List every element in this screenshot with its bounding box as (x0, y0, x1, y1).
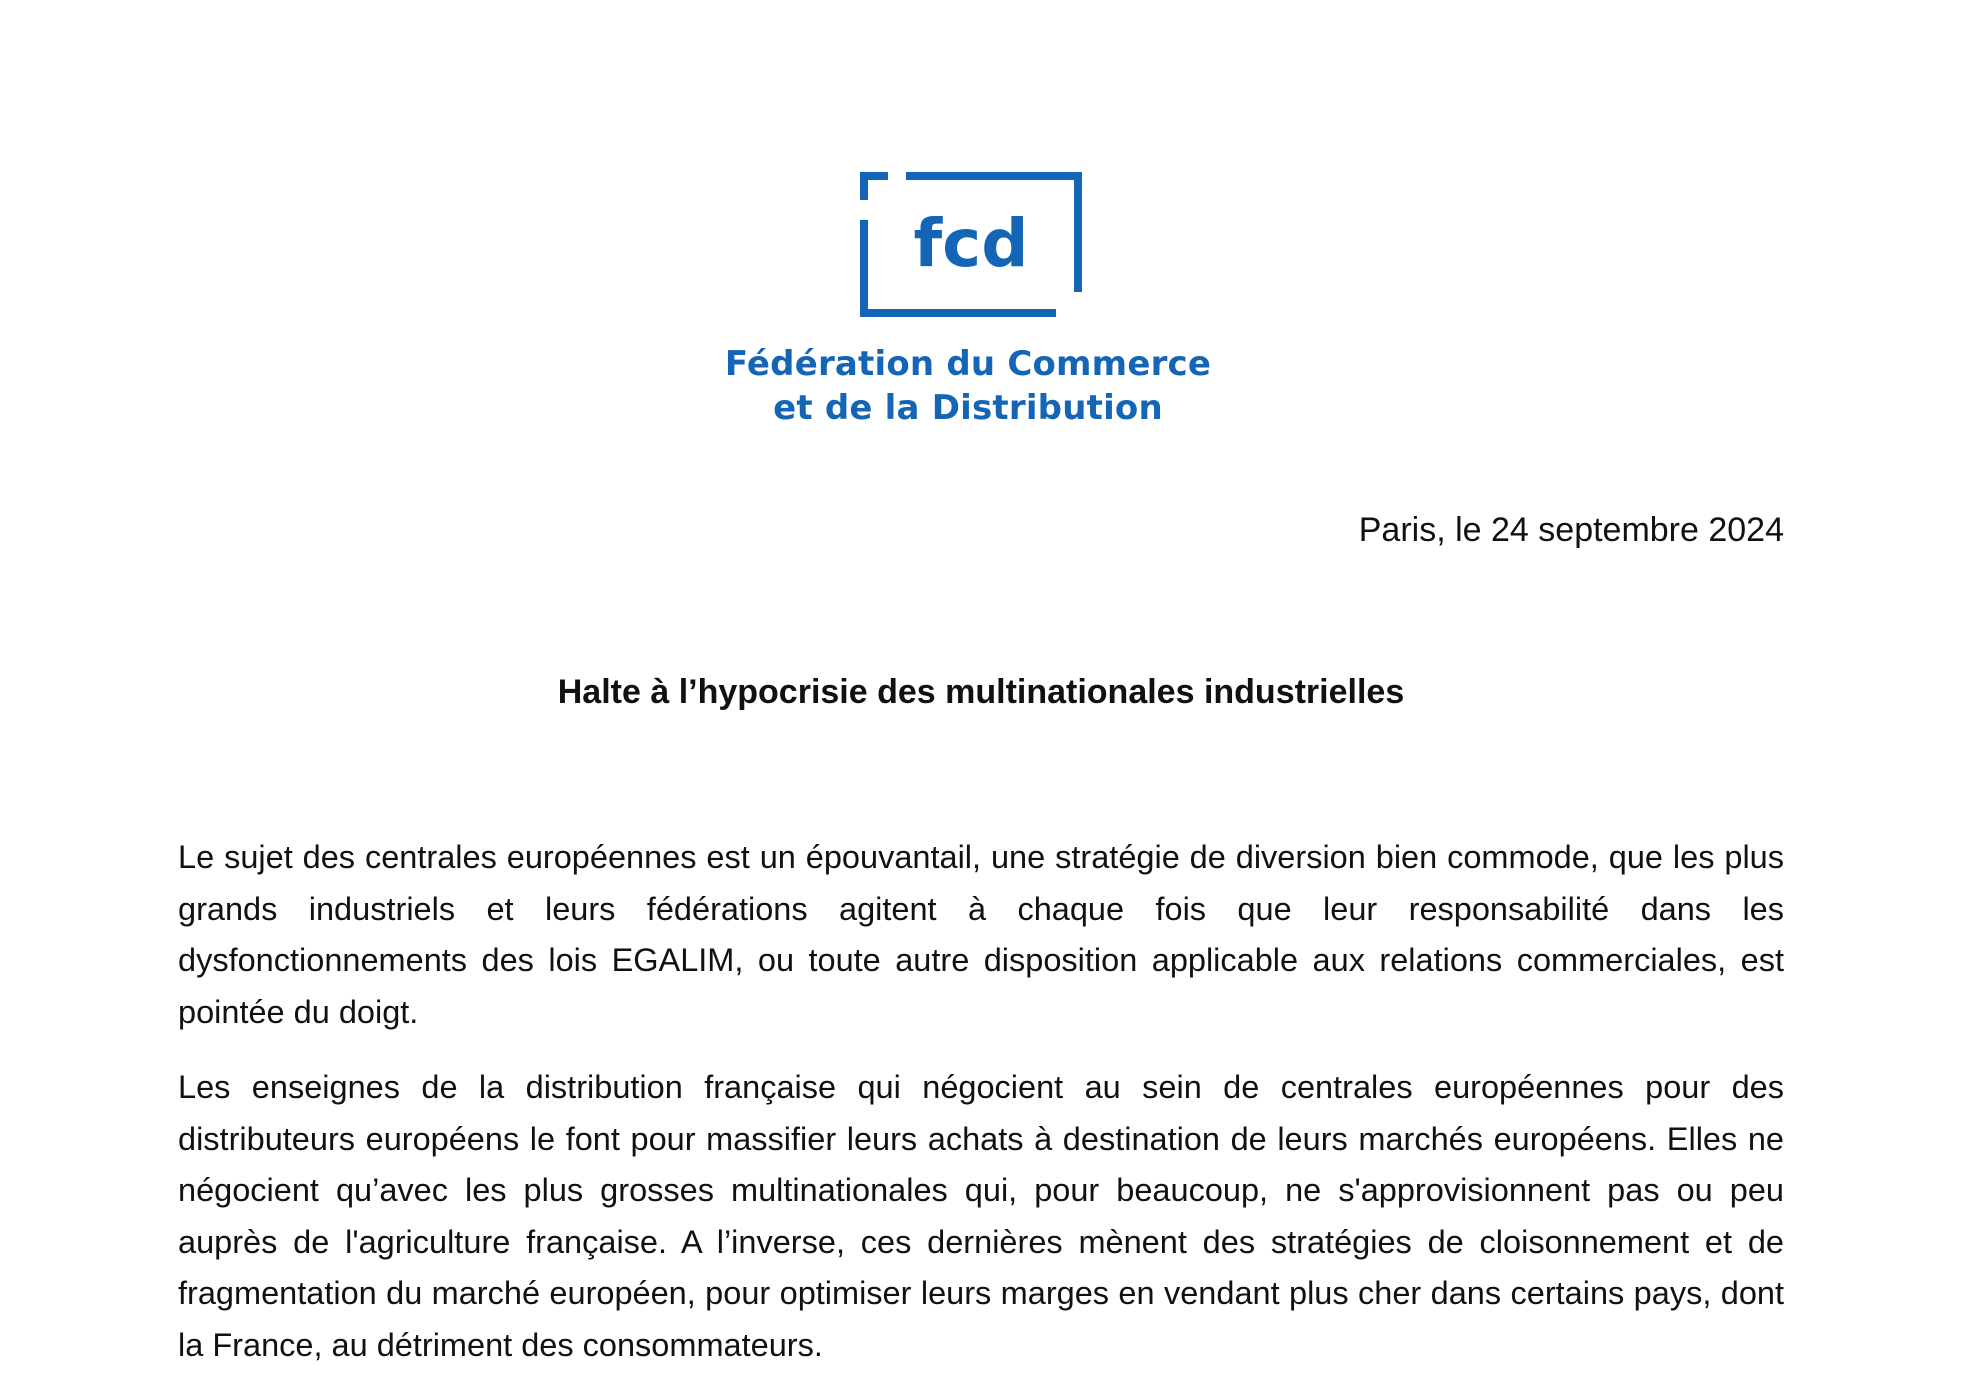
organization-name (600, 342, 1336, 430)
organization-name-line2: et de la Distribution (773, 388, 1163, 428)
document-body (178, 832, 1784, 1395)
fcd-logo-mark (860, 172, 1082, 317)
document-title: Halte à l’hypocrisie des multinationales industrielles (557, 673, 1405, 711)
fcd-logo-frame-icon (860, 172, 1082, 317)
paragraph-2: Les enseignes de la distribution française qui négocient au sein de centrales européennes pour des distributeurs européens le font pour massifier leurs achats à destination de leurs marchés européens. Elles ne négocient qu’avec les plus grosses multinationales qui, pour beaucoup, ne s'approvisionnent pas ou peu auprès de l'agriculture française. A l’inverse, ces dernières mènent des stratégies de cloisonnement et de fragmentation du marché européen, pour optimiser leurs marges en vendant plus cher dans certains pays, dont la France, au détriment des consommateurs. (178, 1069, 1784, 1363)
organization-name-line1: Fédération du Commerce (724, 344, 1212, 384)
document-date: Paris, le 24 septembre 2024 (1358, 511, 1784, 549)
fcd-logo-letters: fcd (913, 205, 1029, 282)
paragraph-1: Le sujet des centrales européennes est un épouvantail, une stratégie de diversion bien commode, que les plus grands industriels et leurs fédérations agitent à chaque fois que leur responsabilité dans les dysfonctionnements des lois EGALIM, ou toute autre disposition applicable aux relations commerciales, est pointée du doigt. (178, 839, 1784, 1030)
